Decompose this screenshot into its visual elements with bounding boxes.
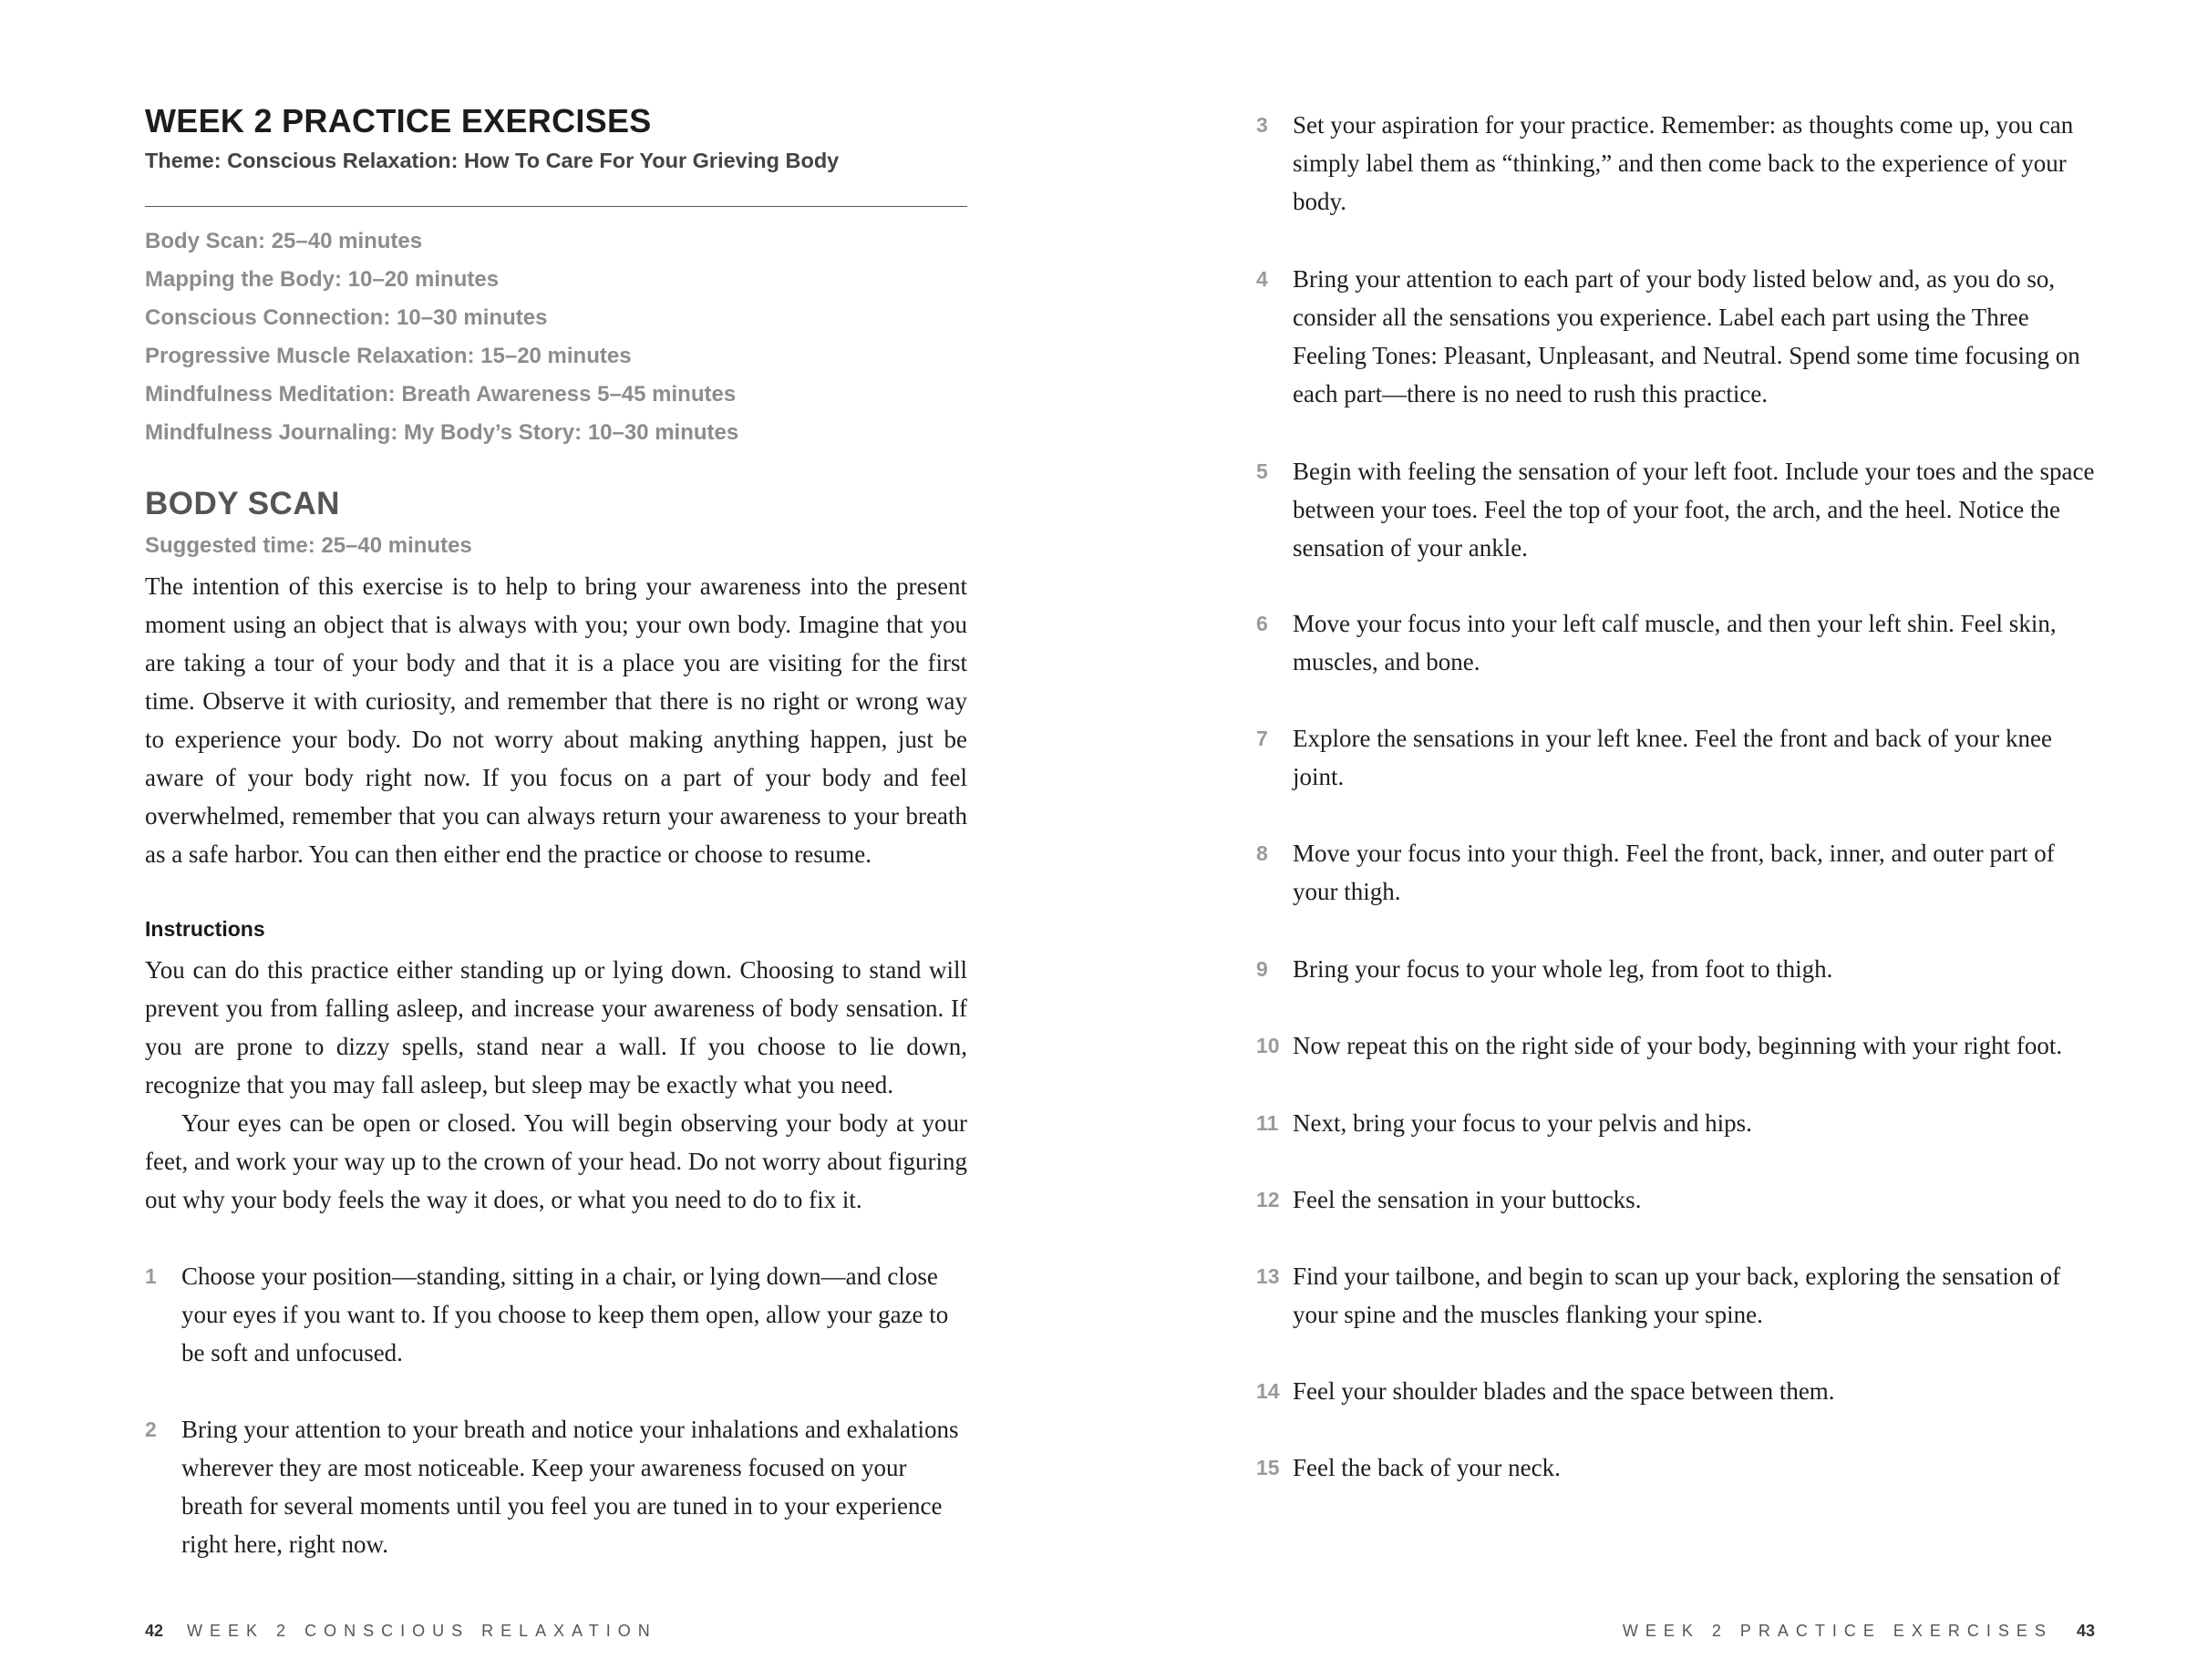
schedule-item: Progressive Muscle Relaxation: 15–20 minutes (145, 344, 632, 368)
step-text: Feel the back of your neck. (1293, 1454, 1561, 1481)
left-page (0, 0, 1098, 1680)
step-text: Feel the sensation in your buttocks. (1293, 1186, 1642, 1213)
step-text: Move your focus into your thigh. Feel the front, back, inner, and outer part of your thigh. (1293, 840, 2055, 905)
step-number: 14 (1256, 1379, 1280, 1403)
page-number: 42 (145, 1622, 164, 1640)
suggested-time: Suggested time: 25–40 minutes (145, 533, 472, 558)
page-footer (1623, 1622, 2095, 1641)
step-number: 7 (1256, 727, 1268, 750)
step-text: Move your focus into your left calf muscle, and then your left shin. Feel skin, muscles, and bone. (1293, 610, 2057, 675)
step-number: 11 (1256, 1111, 1279, 1135)
step-number: 4 (1256, 267, 1268, 291)
step-text: Begin with feeling the sensation of your left foot. Include your toes and the space between your toes. Feel the top of your foot, the arch, and the heel. Notice the sensation of your ankle. (1293, 458, 2095, 562)
step-number: 15 (1256, 1456, 1280, 1479)
step-number: 2 (145, 1417, 157, 1441)
schedule-item: Conscious Connection: 10–30 minutes (145, 305, 548, 330)
section-title: BODY SCAN (145, 486, 340, 521)
schedule-item: Mindfulness Journaling: My Body’s Story: 10–30 minutes (145, 420, 739, 445)
step-text: Now repeat this on the right side of your body, beginning with your right foot. (1293, 1032, 2063, 1059)
theme-subtitle: Theme: Conscious Relaxation: How To Care For Your Grieving Body (145, 149, 840, 172)
step-text: Find your tailbone, and begin to scan up your back, exploring the sensation of your spine and the muscles flanking your spine. (1293, 1263, 2061, 1328)
step-text: Choose your position—standing, sitting in a chair, or lying down—and close your eyes if you want to. If you choose to keep them open, allow your gaze to be soft and unfocused. (181, 1263, 949, 1366)
divider (145, 206, 967, 207)
step-number: 12 (1256, 1188, 1280, 1211)
step-number: 8 (1256, 841, 1268, 865)
step-text: Bring your attention to your breath and notice your inhalations and exhalations wherever they are most noticeable. Keep your awareness focused on your breath for several moments until you feel you are tuned in to your experience right here, right now. (181, 1416, 959, 1558)
intro-paragraph: The intention of this exercise is to help to bring your awareness into the present moment using an object that is always with you; your own body. Imagine that you are taking a tour of your body and that it is a place you are visiting for the first time. Observe it with curiosity, and remember that there is no right or wrong way to experience your body. Do not worry about making anything happen, just be aware of your body right now. If you focus on a part of your body and feel overwhelmed, remember that you can always return your awareness to your breath as a safe harbor. You can then either end the practice or choose to resume. (145, 572, 967, 868)
page-title: WEEK 2 PRACTICE EXERCISES (145, 102, 652, 139)
schedule-item: Mapping the Body: 10–20 minutes (145, 267, 500, 292)
running-head: WEEK 2 PRACTICE EXERCISES (1622, 1622, 2053, 1640)
instructions-heading: Instructions (145, 917, 265, 941)
schedule-item: Body Scan: 25–40 minutes (145, 229, 423, 253)
page-footer (145, 1622, 657, 1641)
step-number: 6 (1256, 612, 1268, 635)
step-number: 5 (1256, 459, 1268, 483)
schedule-item: Mindfulness Meditation: Breath Awareness 5–45 minutes (145, 382, 737, 407)
running-head: WEEK 2 CONSCIOUS RELAXATION (187, 1622, 657, 1640)
instructions-paragraph: Your eyes can be open or closed. You will begin observing your body at your feet, and work your way up to the crown of your head. Do not worry about figuring out why your body feels the way it does, or what you need to do to fix it. (145, 1109, 967, 1213)
step-number: 1 (145, 1264, 157, 1288)
step-text: Set your aspiration for your practice. Remember: as thoughts come up, you can simply label them as “thinking,” and then come back to the experience of your body. (1293, 111, 2074, 215)
step-text: Next, bring your focus to your pelvis and hips. (1293, 1109, 1752, 1137)
step-text: Feel your shoulder blades and the space between them. (1293, 1377, 1835, 1405)
step-number: 3 (1256, 113, 1268, 137)
step-number: 10 (1256, 1034, 1280, 1057)
step-number: 13 (1256, 1264, 1280, 1288)
step-number: 9 (1256, 957, 1268, 981)
page-number: 43 (2076, 1622, 2095, 1640)
step-text: Bring your focus to your whole leg, from foot to thigh. (1293, 955, 1833, 983)
instructions-paragraph: You can do this practice either standing up or lying down. Choosing to stand will prevent you from falling asleep, and increase your awareness of body sensation. If you are prone to dizzy spells, stand near a wall. If you choose to lie down, recognize that you may fall asleep, but sleep may be exactly what you need. (145, 956, 967, 1098)
step-text: Explore the sensations in your left knee. Feel the front and back of your knee joint. (1293, 725, 2052, 790)
step-text: Bring your attention to each part of your body listed below and, as you do so, consider all the sensations you experience. Label each part using the Three Feeling Tones: Pleasant, Unpleasant, and Neutral. Spend some time focusing on each part—there is no need to rush this practice. (1293, 265, 2080, 407)
exercise-schedule (145, 222, 738, 452)
